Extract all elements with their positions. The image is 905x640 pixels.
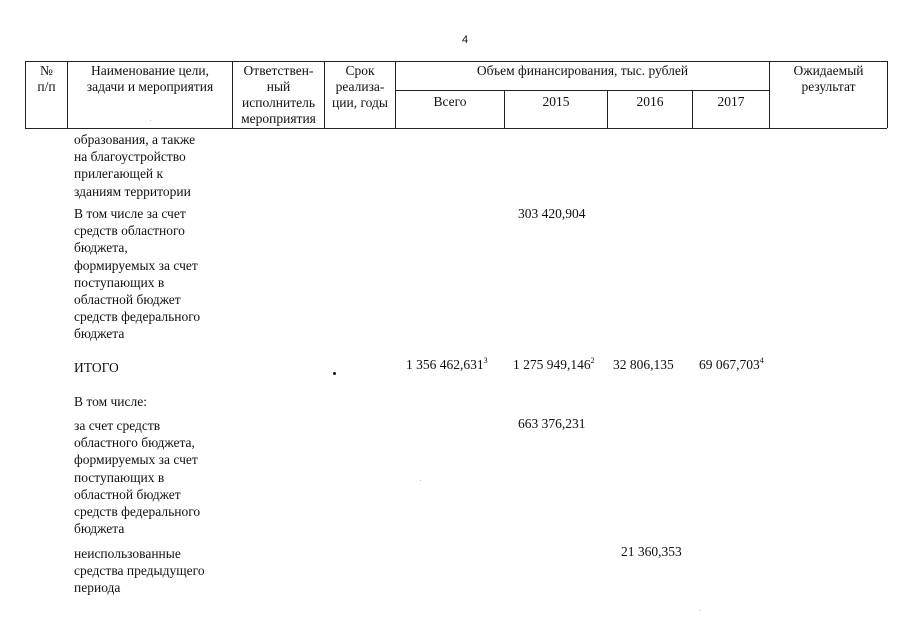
header-2016: 2016 xyxy=(636,94,664,109)
header-resp-line2: ный xyxy=(266,79,291,94)
row-text-line: областного бюджета, xyxy=(74,435,195,451)
header-resp-line3: исполнитель xyxy=(242,95,315,110)
header-term xyxy=(325,63,395,111)
total-2017-footnote: 4 xyxy=(759,356,764,365)
header-result xyxy=(770,63,887,95)
row-text-line: формируемых за счет xyxy=(74,257,198,273)
row-text-line: областной бюджет xyxy=(74,486,181,502)
header-resp-line4: мероприятия xyxy=(241,111,316,126)
row-text-line: поступающих в xyxy=(74,274,165,290)
row-text-line: областной бюджет xyxy=(74,292,181,308)
row-text-line: за счет средств xyxy=(74,418,161,433)
row-unused-funds-name xyxy=(74,545,234,597)
header-top-border xyxy=(25,61,887,62)
row-text-line: формируемых за счет xyxy=(74,452,198,468)
scan-speck xyxy=(150,120,151,121)
row-regional-funds-2015: 663 376,231 xyxy=(518,416,586,431)
row-text-line: средств федерального xyxy=(74,504,201,520)
header-2017: 2017 xyxy=(717,94,745,109)
header-total: Всего xyxy=(433,94,467,109)
total-2016: 32 806,135 xyxy=(613,357,674,372)
scan-speck xyxy=(700,610,701,611)
total-2015-text: 1 275 949,146 xyxy=(513,357,591,372)
header-num-line2: п/п xyxy=(37,79,56,94)
total-label: ИТОГО xyxy=(74,360,119,375)
row-text-line: прилегающей к xyxy=(74,166,164,182)
header-name xyxy=(68,63,232,95)
row-continuation-name xyxy=(74,131,234,200)
total-2017-text: 69 067,703 xyxy=(699,357,760,372)
total-2017 xyxy=(699,356,764,373)
row-regional-budget-name xyxy=(74,205,234,343)
header-term-line1: Срок xyxy=(345,63,375,78)
row-text-line: В том числе за счет xyxy=(74,206,186,221)
header-result-line2: результат xyxy=(801,79,856,94)
row-text-line: бюджета xyxy=(74,521,125,537)
row-text-line: зданиям территории xyxy=(74,183,191,199)
total-value-text: 1 356 462,631 xyxy=(406,357,484,372)
total-2015-footnote: 2 xyxy=(590,356,595,365)
page-number: 4 xyxy=(461,34,469,46)
header-num-line1: № xyxy=(40,63,53,78)
total-value-footnote: 3 xyxy=(483,356,488,365)
row-text-line: на благоустройство xyxy=(74,149,186,165)
row-text-line: средств федерального xyxy=(74,309,201,325)
header-2015: 2015 xyxy=(542,94,570,109)
row-text-line: образования, а также xyxy=(74,132,196,147)
header-bottom-border xyxy=(25,128,887,129)
scan-speck xyxy=(420,480,421,481)
row-text-line: бюджета xyxy=(74,326,125,342)
header-term-line3: ции, годы xyxy=(332,95,388,110)
row-regional-funds-name xyxy=(74,417,234,537)
row-regional-budget-2015: 303 420,904 xyxy=(518,206,586,221)
row-text-line: средства предыдущего xyxy=(74,563,205,579)
header-name-line1: Наименование цели, xyxy=(90,63,210,78)
total-2015 xyxy=(513,356,595,373)
funding-subheader-border xyxy=(395,90,769,91)
header-resp-line1: Ответствен- xyxy=(243,63,314,78)
header-num xyxy=(26,63,67,95)
header-result-line1: Ожидаемый xyxy=(793,63,864,78)
including-label: В том числе: xyxy=(74,394,147,409)
row-text-line: поступающих в xyxy=(74,469,165,485)
header-name-line2: задачи и мероприятия xyxy=(86,79,214,94)
col-border-right xyxy=(887,61,888,128)
row-text-line: неиспользованные xyxy=(74,546,181,561)
total-value xyxy=(406,356,488,373)
row-text-line: периода xyxy=(74,580,121,596)
row-text-line: средств областного xyxy=(74,223,185,239)
header-responsible xyxy=(233,63,324,127)
header-funding: Объем финансирования, тыс. рублей xyxy=(476,63,689,78)
row-text-line: бюджета, xyxy=(74,240,128,256)
scan-dot xyxy=(333,372,336,375)
row-unused-funds-2016: 21 360,353 xyxy=(621,544,682,559)
header-term-line2: реализа- xyxy=(335,79,385,94)
